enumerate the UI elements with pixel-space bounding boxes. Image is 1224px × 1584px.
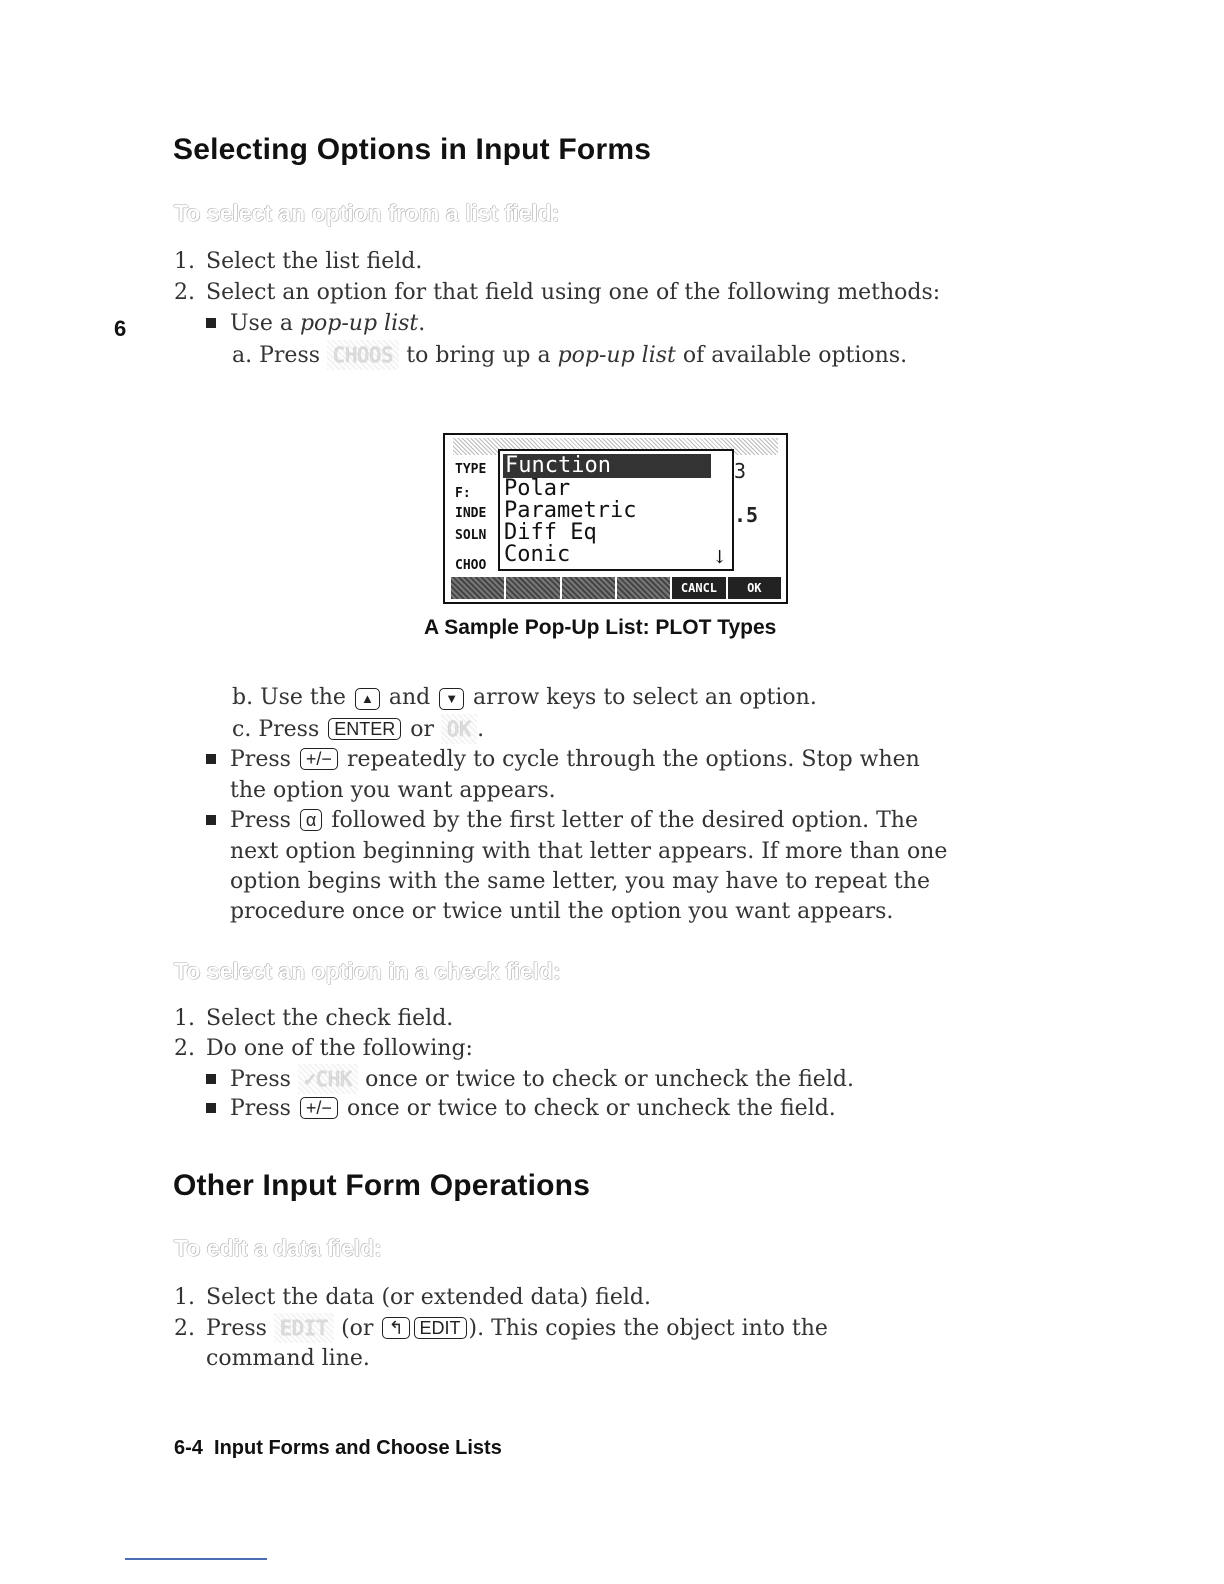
screen-value: .5 <box>734 503 759 527</box>
calculator-screen <box>443 433 788 604</box>
text: pop-up list <box>299 311 419 336</box>
step-2 <box>174 1034 473 1064</box>
step-number: 1. <box>174 1006 195 1031</box>
bullet-icon <box>206 318 216 328</box>
screen-label: CHOO <box>455 558 487 573</box>
screen-label: F: <box>455 486 471 501</box>
enter-key[interactable]: ENTER <box>328 718 401 740</box>
plus-minus-key[interactable]: +/− <box>300 1097 338 1119</box>
text: once or twice to check or uncheck the field. <box>358 1067 854 1092</box>
left-shift-key[interactable]: ↰ <box>382 1317 409 1339</box>
bullet-chk <box>206 1064 854 1095</box>
bullet-continuation: procedure once or twice until the option you want appears. <box>230 899 894 924</box>
subheading-edit-field: To edit a data field: <box>174 1235 382 1261</box>
softkey-blank[interactable] <box>562 577 615 599</box>
text: . <box>477 717 485 742</box>
figure-caption: A Sample Pop-Up List: PLOT Types <box>424 616 777 639</box>
cancel-softkey[interactable]: CANCL <box>672 577 725 599</box>
bullet-plusminus-check <box>206 1094 836 1124</box>
popup-item-function[interactable]: Function <box>503 454 711 478</box>
edit-key[interactable]: EDIT <box>414 1317 467 1339</box>
step-number: 1. <box>174 249 195 274</box>
down-arrow-key[interactable]: ▼ <box>439 688 464 710</box>
choos-softkey[interactable]: CHOOS <box>327 340 399 370</box>
label: a. <box>232 343 253 368</box>
subheading-list-field: To select an option from a list field: <box>174 200 560 226</box>
screen-label: TYPE <box>455 462 487 477</box>
bullet-icon <box>206 815 216 825</box>
section2-title: Other Input Form Operations <box>173 1169 591 1202</box>
step-1 <box>174 247 422 277</box>
text: Press <box>230 1096 298 1121</box>
popup-item-conic[interactable]: Conic <box>504 542 571 567</box>
text: Press <box>230 808 298 833</box>
screen-value: 3 <box>734 459 747 483</box>
scroll-down-icon: ↓ <box>712 547 728 568</box>
footer <box>174 1437 502 1460</box>
text: . <box>418 311 426 336</box>
popup-item-parametric[interactable]: Parametric <box>504 498 637 523</box>
side-tab: 6 <box>114 316 127 341</box>
bullet-continuation: the option you want appears. <box>230 778 556 803</box>
bullet-continuation: next option beginning with that letter appears. If more than one <box>230 839 948 864</box>
bullet-icon <box>206 1103 216 1113</box>
screen-label: SOLN <box>455 528 487 543</box>
text: of available options. <box>675 343 908 368</box>
subheading-check-field: To select an option in a check field: <box>174 958 561 984</box>
label: c. <box>232 717 252 742</box>
text: (or <box>334 1316 381 1341</box>
softkey-blank[interactable] <box>451 577 504 599</box>
step-number: 1. <box>174 1285 195 1310</box>
text: to bring up a <box>399 343 558 368</box>
softkey-menu <box>451 577 781 599</box>
section-title: Selecting Options in Input Forms <box>173 133 652 166</box>
step-number: 2. <box>174 280 195 305</box>
up-arrow-key[interactable]: ▲ <box>355 688 380 710</box>
text: Press <box>230 1067 298 1092</box>
chk-softkey[interactable]: ✓CHK <box>298 1064 358 1094</box>
bullet-icon <box>206 754 216 764</box>
step-continuation: command line. <box>206 1346 370 1371</box>
text: Use a <box>230 311 300 336</box>
softkey-blank[interactable] <box>506 577 559 599</box>
text: arrow keys to select an option. <box>466 685 817 710</box>
screen-label: INDE <box>455 506 487 521</box>
text: Press <box>259 343 328 368</box>
popup-item-polar[interactable]: Polar <box>504 476 571 501</box>
softkey-blank[interactable] <box>617 577 670 599</box>
step-2 <box>174 1313 828 1344</box>
text: ). This copies the object into the <box>468 1316 828 1341</box>
step-1 <box>174 1283 651 1313</box>
bullet-plusminus <box>206 745 920 775</box>
text: or <box>403 717 442 742</box>
text: pop-up list <box>557 343 676 368</box>
step-c <box>232 714 484 745</box>
label: b. <box>232 685 254 710</box>
popup-list <box>498 449 734 571</box>
edit-softkey[interactable]: EDIT <box>274 1313 334 1343</box>
step-number: 2. <box>174 1316 195 1341</box>
bullet-alpha <box>206 806 918 836</box>
text: Use the <box>260 685 353 710</box>
footer-title: Input Forms and Choose Lists <box>214 1437 502 1459</box>
step-number: 2. <box>174 1036 195 1061</box>
text: and <box>381 685 438 710</box>
text: followed by the first letter of the desired option. The <box>324 808 918 833</box>
text: Press <box>230 747 298 772</box>
ok-softkey-ref[interactable]: OK <box>441 714 477 744</box>
step-1 <box>174 1004 453 1034</box>
ok-softkey[interactable]: OK <box>728 577 781 599</box>
text: Press <box>206 1316 274 1341</box>
alpha-key[interactable]: α <box>300 809 322 831</box>
text: Press <box>258 717 327 742</box>
step-a <box>232 340 907 371</box>
popup-item-diff-eq[interactable]: Diff Eq <box>504 520 597 545</box>
bottom-rule <box>125 1558 267 1560</box>
step-text: Select the data (or extended data) field. <box>206 1285 651 1310</box>
bullet-icon <box>206 1074 216 1084</box>
page-number: 6-4 <box>174 1437 203 1459</box>
step-text: Do one of the following: <box>206 1036 473 1061</box>
plus-minus-key[interactable]: +/− <box>300 748 338 770</box>
step-text: Select the list field. <box>206 249 423 274</box>
step-2 <box>174 278 940 308</box>
bullet-popup <box>206 309 425 339</box>
text: once or twice to check or uncheck the field. <box>339 1096 836 1121</box>
step-text: Select an option for that field using one of the following methods: <box>206 280 941 305</box>
text: repeatedly to cycle through the options. Stop when <box>339 747 920 772</box>
bullet-continuation: option begins with the same letter, you may have to repeat the <box>230 869 930 894</box>
step-b <box>232 683 817 713</box>
step-text: Select the check field. <box>206 1006 454 1031</box>
